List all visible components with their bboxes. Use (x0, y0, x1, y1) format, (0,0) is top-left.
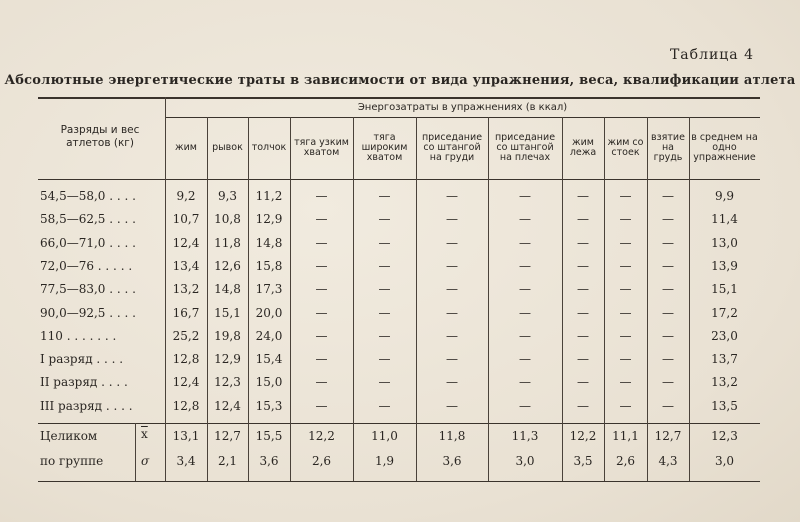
empty-cell-dash: — (446, 282, 458, 297)
empty-cell-dash: — (378, 375, 391, 390)
summary-rule (38, 423, 760, 424)
empty-cell-dash: — (315, 352, 328, 367)
table-cell: 14,8 (255, 235, 283, 250)
empty-cell-dash: — (315, 212, 328, 227)
table-cell: 12,4 (172, 235, 200, 250)
empty-cell-dash: — (315, 305, 328, 320)
table-cell: 12,3 (214, 375, 241, 390)
column-header: жим (175, 142, 197, 153)
column-rule (647, 117, 648, 481)
mean-symbol: $\overline{x}$ (141, 427, 148, 441)
empty-cell-dash: — (577, 282, 589, 297)
mean-cell: 11,3 (511, 429, 539, 443)
row-label: II разряд . . . . (40, 375, 128, 390)
empty-cell-dash: — (446, 375, 458, 390)
empty-cell-dash: — (577, 328, 589, 343)
empty-cell-dash: — (378, 352, 391, 367)
table-cell: 10,7 (172, 212, 200, 227)
empty-cell-dash: — (519, 398, 531, 413)
table-cell: 20,0 (255, 305, 283, 320)
empty-cell-dash: — (662, 258, 674, 273)
empty-cell-dash: — (378, 282, 391, 297)
empty-cell-dash: — (577, 189, 589, 203)
mean-cell: 11,1 (612, 429, 639, 443)
empty-cell-dash: — (577, 305, 589, 320)
column-rule (689, 117, 690, 481)
sd-cell: 3,6 (259, 454, 279, 468)
column-rule (135, 423, 136, 481)
column-header: толчок (251, 142, 287, 153)
table-cell: 15,1 (711, 282, 738, 297)
empty-cell-dash: — (315, 375, 328, 390)
column-header: жим со стоек (607, 137, 644, 158)
column-header: в среднем на одно упражнение (691, 132, 758, 163)
empty-cell-dash: — (577, 212, 589, 227)
table-cell: 13,2 (172, 282, 200, 297)
table-cell: 15,0 (255, 375, 283, 390)
empty-cell-dash: — (619, 258, 632, 273)
group-header-rule (165, 117, 760, 118)
row-label: III разряд . . . . (40, 398, 133, 413)
empty-cell-dash: — (519, 282, 531, 297)
sd-symbol: σ (141, 454, 150, 468)
table-cell: 13,4 (172, 258, 200, 273)
empty-cell-dash: — (378, 235, 391, 250)
table-cell: 9,9 (714, 189, 735, 203)
sd-cell: 4,3 (658, 454, 678, 468)
empty-cell-dash: — (662, 398, 674, 413)
table-cell: 14,8 (214, 282, 241, 297)
row-label: 66,0—71,0 . . . . (40, 235, 136, 250)
empty-cell-dash: — (619, 328, 632, 343)
empty-cell-dash: — (446, 258, 458, 273)
table-cell: 24,0 (255, 328, 283, 343)
table-cell: 11,8 (214, 235, 241, 250)
mean-cell: 11,0 (371, 429, 398, 443)
empty-cell-dash: — (378, 189, 391, 203)
sd-cell: 3,5 (573, 454, 593, 468)
header-bottom-rule (38, 179, 760, 180)
column-header: тяга узким хватом (294, 137, 349, 158)
column-header: тяга широким хватом (361, 132, 408, 163)
empty-cell-dash: — (519, 352, 531, 367)
empty-cell-dash: — (662, 375, 674, 390)
column-rule (290, 117, 291, 481)
mean-cell: 12,2 (569, 429, 597, 443)
empty-cell-dash: — (315, 258, 328, 273)
empty-cell-dash: — (446, 212, 458, 227)
table-cell: 12,9 (214, 352, 241, 367)
table-cell: 19,8 (214, 328, 241, 343)
empty-cell-dash: — (315, 189, 328, 203)
empty-cell-dash: — (662, 328, 674, 343)
empty-cell-dash: — (619, 352, 632, 367)
summary-label-total: Целиком (40, 429, 98, 443)
table-cell: 15,4 (255, 352, 283, 367)
empty-cell-dash: — (619, 282, 632, 297)
group-header: Энергозатраты в упражнениях (в ккал) (357, 102, 568, 113)
mean-cell: 12,7 (214, 429, 241, 443)
row-label: 90,0—92,5 . . . . (40, 305, 136, 320)
empty-cell-dash: — (662, 305, 674, 320)
empty-cell-dash: — (519, 189, 531, 203)
mean-cell: 13,1 (172, 429, 200, 443)
table-cell: 12,9 (255, 212, 283, 227)
empty-cell-dash: — (315, 328, 328, 343)
sd-cell: 2,6 (311, 454, 332, 468)
table-cell: 23,0 (711, 328, 738, 343)
table-cell: 12,8 (172, 352, 200, 367)
empty-cell-dash: — (519, 305, 531, 320)
empty-cell-dash: — (519, 235, 531, 250)
row-label: 110 . . . . . . . (40, 328, 117, 343)
table-number: Таблица 4 (669, 47, 754, 63)
mean-cell: 12,2 (308, 429, 335, 443)
row-label: I разряд . . . . (40, 352, 124, 367)
empty-cell-dash: — (519, 258, 531, 273)
column-header: рывок (212, 142, 243, 153)
empty-cell-dash: — (619, 305, 632, 320)
empty-cell-dash: — (662, 189, 674, 203)
table-cell: 17,2 (711, 305, 738, 320)
empty-cell-dash: — (662, 212, 674, 227)
table-cell: 16,7 (172, 305, 200, 320)
table-caption: Абсолютные энергетические траты в зависимости от вида упражнения, веса, квалификации атлета (4, 73, 796, 88)
table-cell: 13,9 (711, 258, 738, 273)
empty-cell-dash: — (378, 258, 391, 273)
sd-cell: 2,6 (615, 454, 636, 468)
empty-cell-dash: — (619, 212, 632, 227)
table-cell: 13,2 (711, 375, 738, 390)
column-header: приседание со штангой на груди (421, 132, 483, 163)
empty-cell-dash: — (577, 235, 589, 250)
table-cell: 9,2 (176, 189, 196, 203)
sd-cell: 3,0 (714, 454, 735, 468)
column-header: жим лежа (569, 137, 597, 158)
sd-cell: 3,6 (442, 454, 462, 468)
row-label: 77,5—83,0 . . . . (40, 282, 136, 297)
table-cell: 12,6 (214, 258, 241, 273)
empty-cell-dash: — (577, 258, 589, 273)
empty-cell-dash: — (577, 398, 589, 413)
column-rule (604, 117, 605, 481)
empty-cell-dash: — (378, 212, 391, 227)
table-cell: 13,5 (711, 398, 738, 413)
empty-cell-dash: — (662, 352, 674, 367)
table-cell: 15,1 (214, 305, 241, 320)
empty-cell-dash: — (446, 352, 458, 367)
row-label: 58,5—62,5 . . . . (40, 212, 136, 227)
empty-cell-dash: — (315, 282, 328, 297)
table-cell: 25,2 (172, 328, 200, 343)
empty-cell-dash: — (446, 328, 458, 343)
row-label: 54,5—58,0 . . . . (40, 189, 136, 203)
table-cell: 15,3 (255, 398, 283, 413)
table-cell: 11,2 (255, 189, 283, 203)
empty-cell-dash: — (519, 328, 531, 343)
table-cell: 12,4 (172, 375, 200, 390)
table-cell: 9,3 (217, 189, 238, 203)
column-rule (562, 117, 563, 481)
empty-cell-dash: — (662, 282, 674, 297)
empty-cell-dash: — (446, 305, 458, 320)
table-cell: 10,8 (214, 212, 241, 227)
empty-cell-dash: — (315, 235, 328, 250)
table-cell: 12,4 (214, 398, 241, 413)
sd-cell: 3,4 (176, 454, 196, 468)
empty-cell-dash: — (378, 398, 391, 413)
empty-cell-dash: — (519, 212, 531, 227)
column-rule (207, 117, 208, 481)
column-rule (416, 117, 417, 481)
column-header: взятие на грудь (651, 132, 685, 163)
mean-cell: 12,3 (711, 429, 738, 443)
mean-cell: 12,7 (654, 429, 682, 443)
empty-cell-dash: — (619, 189, 632, 203)
empty-cell-dash: — (619, 398, 632, 413)
empty-cell-dash: — (662, 235, 674, 250)
empty-cell-dash: — (577, 375, 589, 390)
empty-cell-dash: — (315, 398, 328, 413)
table-cell: 13,0 (711, 235, 738, 250)
table-cell: 12,8 (172, 398, 200, 413)
mean-cell: 11,8 (438, 429, 466, 443)
column-rule (488, 117, 489, 481)
empty-cell-dash: — (446, 235, 458, 250)
row-label: 72,0—76 . . . . . (40, 258, 133, 273)
empty-cell-dash: — (577, 352, 589, 367)
table-cell: 13,7 (711, 352, 738, 367)
mean-cell: 15,5 (255, 429, 283, 443)
column-rule (353, 117, 354, 481)
empty-cell-dash: — (446, 189, 458, 203)
empty-cell-dash: — (446, 398, 458, 413)
column-header: приседание со штангой на плечах (494, 132, 556, 163)
empty-cell-dash: — (378, 305, 391, 320)
table-cell: 15,8 (255, 258, 283, 273)
table-cell: 11,4 (711, 212, 738, 227)
column-rule (248, 117, 249, 481)
sd-cell: 1,9 (374, 454, 395, 468)
sd-cell: 2,1 (217, 454, 238, 468)
sd-cell: 3,0 (515, 454, 535, 468)
summary-label-group: по группе (40, 454, 104, 468)
empty-cell-dash: — (519, 375, 531, 390)
bottom-rule (38, 481, 760, 482)
row-header: Разряды и вес атлетов (кг) (60, 124, 140, 149)
empty-cell-dash: — (619, 235, 632, 250)
table-cell: 17,3 (255, 282, 283, 297)
empty-cell-dash: — (378, 328, 391, 343)
empty-cell-dash: — (619, 375, 632, 390)
